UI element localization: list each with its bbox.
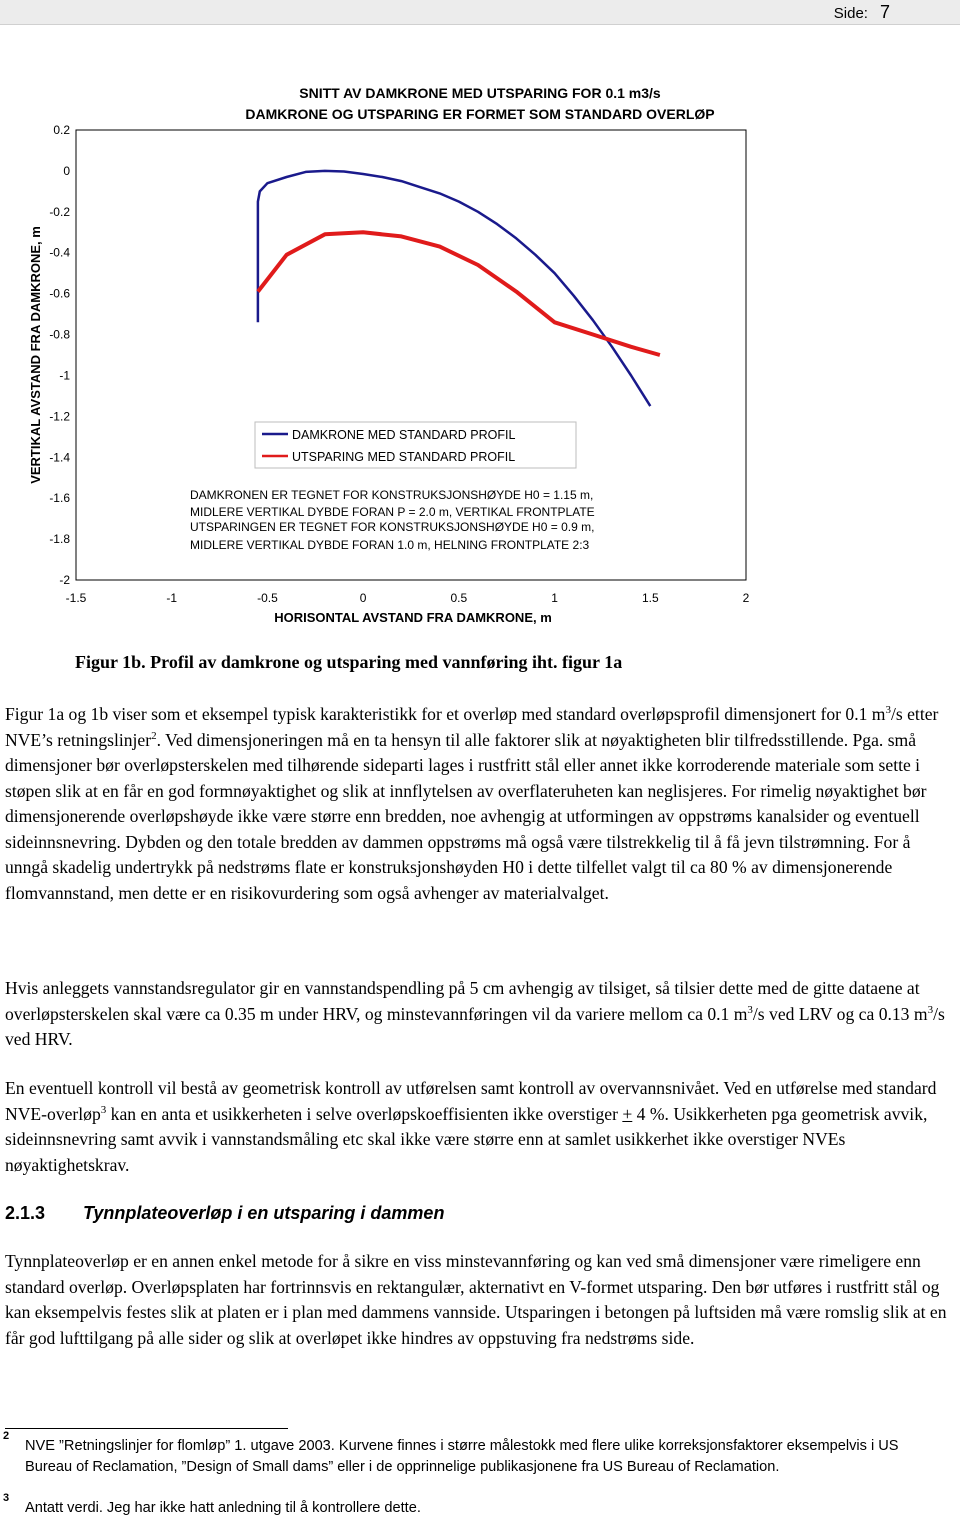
p2-text-a: Hvis anleggets vannstandsregulator gir en vannstandspendling på 5 cm avhengig av tilsiget, så tilsier dette med de gitte dataene at overløpsterskelen skal være ca 0.35 m under HRV, og minstevannføringen vil da variere mellom ca 0.1 m xyxy=(5,978,920,1024)
page-number xyxy=(834,2,890,23)
footnote-3: 3 Antatt verdi. Jeg har ikke hatt anledning til å kontrollere dette. xyxy=(3,1492,421,1516)
p3-plus-minus: + xyxy=(622,1103,633,1124)
y-tick-label-3: -0.4 xyxy=(49,245,70,260)
paragraph-2 xyxy=(5,976,955,1053)
chart-title-line2: DAMKRONE OG UTSPARING ER FORMET SOM STANDARD OVERLØP xyxy=(245,106,715,122)
figure-caption: Figur 1b. Profil av damkrone og utsparing med vannføring iht. figur 1a xyxy=(75,652,623,672)
p2-text-b: /s ved LRV og ca 0.13 m xyxy=(752,1003,928,1024)
y-tick-label-4: -0.6 xyxy=(49,286,70,301)
y-tick-label-10: -1.8 xyxy=(49,532,70,547)
x-tick-label-6: 1.5 xyxy=(641,591,659,605)
p2-sup-2: 3 xyxy=(927,1003,934,1016)
y-tick-label-1: 0 xyxy=(63,163,70,178)
y-tick-label-0: 0.2 xyxy=(53,123,70,137)
y-tick-label-2: -0.2 xyxy=(49,204,70,219)
section-title: Tynnplateoverløp i en utsparing i dammen xyxy=(83,1203,445,1223)
series-line-damkrone xyxy=(258,171,650,406)
p1-sup-1: 3 xyxy=(885,704,891,717)
page-label: Side: xyxy=(833,5,868,22)
paragraph-4: Tynnplateoverløp er en annen enkel metode for å sikre en viss minstevannføring og kan ved små dimensjoner være rimeligere enn standard overløp. Overløpsplaten har fortrinnsvis en rektangulær, akternativt en V-formet utsparing. Den bør utføres i rustfritt stål og kan eksempelvis festes slik at platen er i plan med dammens vannside. Utsparingen i betongen på luftsiden må være romslig slik at en får god lufttilgang på alle sider og slik at overløpet ikke hindres av oppstuving fra nedstrøms side. xyxy=(5,1251,947,1348)
x-tick-label-5: 1 xyxy=(551,591,558,605)
footnote-3-text: Antatt verdi. Jeg har ikke hatt anledning til å kontrollere dette. xyxy=(25,1500,421,1516)
y-tick-label-7: -1.2 xyxy=(49,409,70,424)
p1-text-b: /s etter NVE’s retningslinjer xyxy=(5,704,939,750)
profile-chart xyxy=(0,70,960,645)
p3-text-c: 4 %. Usikkerheten pga geometrisk avvik, sideinnsnevring samt avvik i vannstandsmåling etc skal ikke være større enn at samlet usikkerhet ikke overstiger NVEs nøyaktighetskrav. xyxy=(5,1103,928,1175)
x-tick-label-4: 0.5 xyxy=(450,591,468,605)
x-tick-label-3: 0 xyxy=(359,591,367,605)
page-value: 7 xyxy=(879,2,890,22)
x-tick-label-1: -1 xyxy=(166,591,178,605)
legend-label-damkrone: DAMKRONE MED STANDARD PROFIL xyxy=(292,428,516,442)
y-axis-ticks xyxy=(49,123,70,587)
p3-text-a: En eventuell kontroll vil bestå av geometrisk kontroll av utførelsen samt kontroll av overvannsnivået. Ved en utførelse med standard NVE-overløp xyxy=(5,1078,937,1124)
p1-text-c: . Ved dimensjoneringen må en ta hensyn til alle faktorer slik at nøyaktigheten blir tilfredsstillende. Pga. små dimensjoner bør overløpsterskelen med tilhørende sideparti lages i rustfritt stål eller annet ikke korroderende materiale som sette i støpen slik at en får en god formnøyaktighet og slik at innflytelsen av overflateruheten kan neglisjeres. For rimelig nøyaktighet bør dimensjonerende overløpshøyde ikke være større enn bredden, noe avhengig at utformingen av oppstrøms kanalsider og eventuell sideinnsnevring. Dybden og den totale bredden av dammen oppstrøms må også være tilstrekkelig til å få jevn tilstrømning. For å unngå skadelig undertrykk på nedstrøms flate er konstruksjonshøyden H0 i dette tilfellet valgt til ca 80 % av dimensjonerende flomvannstand, men dette er en risikovurdering som også avhenger av materialvalget. xyxy=(5,729,927,903)
footnote-2: 2 NVE ”Retningslinjer for flomløp” 1. utgave 2003. Kurvene finnes i større målestokk med flere ulike korreksjonsfaktorer eksempelvis i US Bureau of Reclamation, ”Design of Small dams” eller i de opprinnelige publikasjonene fra US Bureau of Reclamation. xyxy=(3,1430,899,1475)
p2-text-c: /s ved HRV. xyxy=(5,1003,945,1049)
y-tick-label-8: -1.4 xyxy=(49,450,70,465)
x-tick-label-2: -0.5 xyxy=(257,591,278,605)
legend-label-utsparing: UTSPARING MED STANDARD PROFIL xyxy=(292,450,516,464)
y-tick-label-5: -0.8 xyxy=(49,327,70,342)
y-tick-label-6: -1 xyxy=(59,368,70,383)
note-line-3: UTSPARINGEN ER TEGNET FOR KONSTRUKSJONSHØYDE H0 = 0.9 m, xyxy=(190,520,595,534)
note-line-2: MIDLERE VERTIKAL DYBDE FORAN P = 2.0 m, VERTIKAL FRONTPLATE xyxy=(190,505,595,519)
chart-notes xyxy=(182,479,652,567)
note-line-4: MIDLERE VERTIKAL DYBDE FORAN 1.0 m, HELNING FRONTPLATE 2:3 xyxy=(190,538,590,552)
y-axis-label: VERTIKAL AVSTAND FRA DAMKRONE, m xyxy=(28,226,43,484)
legend xyxy=(255,422,576,468)
footnote-2-text: NVE ”Retningslinjer for flomløp” 1. utgave 2003. Kurvene finnes i større målestokk med flere ulike korreksjonsfaktorer eksempelvis i US Bureau of Reclamation, ”Design of Small dams” eller i de opprinnelige publikasjonene fra US Bureau of Reclamation. xyxy=(25,1438,899,1475)
y-tick-label-11: -2 xyxy=(59,573,70,587)
p2-sup-1: 3 xyxy=(747,1003,753,1016)
series-line-utsparing xyxy=(258,232,660,355)
x-axis-label: HORISONTAL AVSTAND FRA DAMKRONE, m xyxy=(274,610,552,625)
p3-text-b: kan en anta et usikkerheten i selve overløpskoeffisienten ikke overstiger xyxy=(106,1103,623,1124)
paragraph-3 xyxy=(5,1076,955,1178)
y-tick-label-9: -1.6 xyxy=(49,491,70,506)
x-tick-label-0: -1.5 xyxy=(65,591,87,605)
page-header xyxy=(0,0,960,25)
note-line-1: DAMKRONEN ER TEGNET FOR KONSTRUKSJONSHØYDE H0 = 1.15 m, xyxy=(190,488,594,502)
chart-title-line1: SNITT AV DAMKRONE MED UTSPARING FOR 0.1 m3/s xyxy=(299,85,661,101)
x-tick-label-7: 2 xyxy=(742,591,750,605)
section-number: 2.1.3 xyxy=(5,1203,46,1223)
series-layer xyxy=(258,171,660,406)
x-axis-ticks xyxy=(66,591,750,605)
p3-footnote-ref-3: 3 xyxy=(100,1103,107,1116)
p1-text-a: Figur 1a og 1b viser som et eksempel typisk karakteristikk for et overløp med standard overløpsprofil dimensjonert for 0.1 m xyxy=(5,704,886,724)
paragraph-1 xyxy=(5,702,955,906)
footnote-separator xyxy=(5,1428,288,1429)
section-heading xyxy=(5,1203,444,1224)
p1-footnote-ref-2: 2 xyxy=(151,729,157,742)
